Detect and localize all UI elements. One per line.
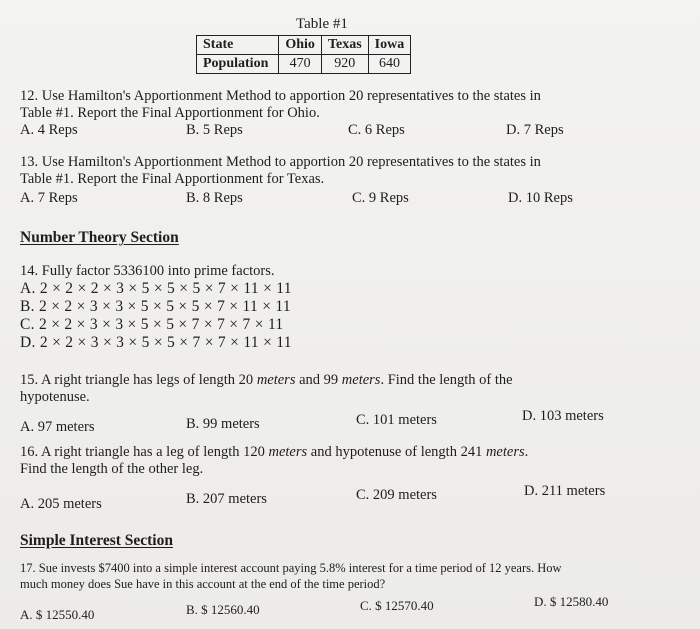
q15-option-b[interactable]: B. 99 meters [186, 416, 260, 432]
table-title: Table #1 [296, 16, 348, 32]
q13-line1: 13. Use Hamilton's Apportionment Method to apportion 20 representatives to the states in [20, 154, 541, 170]
table-population-row [197, 55, 411, 74]
question-16 [20, 444, 528, 478]
q17-option-b[interactable]: B. $ 12560.40 [186, 602, 260, 617]
q16-option-a[interactable]: A. 205 meters [20, 496, 102, 512]
table-row-label: Population [197, 55, 279, 74]
table-header-ohio: Ohio [279, 36, 322, 55]
q13-option-a[interactable]: A. 7 Reps [20, 190, 78, 206]
q12-option-c[interactable]: C. 6 Reps [348, 122, 405, 138]
q16-unit1: meters [268, 444, 308, 460]
question-14 [20, 263, 275, 280]
q17-option-d[interactable]: D. $ 12580.40 [534, 594, 609, 609]
q14-option-a[interactable]: A. 2 × 2 × 2 × 3 × 5 × 5 × 5 × 7 × 11 × 11 [20, 280, 292, 297]
q15-unit2: meters [341, 372, 381, 388]
population-texas: 920 [321, 55, 368, 74]
q13-option-d[interactable]: D. 10 Reps [508, 190, 573, 206]
q13-line2: Table #1. Report the Final Apportionment for Texas. [20, 171, 325, 187]
q12-option-b[interactable]: B. 5 Reps [186, 122, 243, 138]
q15-text-post: . Find the length of the [380, 372, 513, 388]
q12-line2: Table #1. Report the Final Apportionment for Ohio. [20, 105, 320, 121]
q12-line1: 12. Use Hamilton's Apportionment Method to apportion 20 representatives to the states in [20, 88, 541, 104]
q16-unit2: meters [485, 444, 525, 460]
q15-option-c[interactable]: C. 101 meters [356, 412, 437, 428]
section-simple-interest: Simple Interest Section [20, 532, 173, 549]
q17-line1: 17. Sue invests $7400 into a simple interest account paying 5.8% interest for a time period of 12 years. How [20, 561, 562, 575]
population-ohio: 470 [279, 55, 322, 74]
q15-option-d[interactable]: D. 103 meters [522, 408, 604, 424]
q17-option-c[interactable]: C. $ 12570.40 [360, 598, 434, 613]
q16-line2: Find the length of the other leg. [20, 461, 204, 477]
q15-option-a[interactable]: A. 97 meters [20, 419, 95, 435]
q16-option-d[interactable]: D. 211 meters [524, 483, 606, 499]
table-header-row [197, 36, 411, 55]
q15-unit1: meters [256, 372, 296, 388]
table-header-iowa: Iowa [368, 36, 411, 55]
q15-line1 [20, 372, 513, 389]
q16-text-post: . [524, 444, 529, 460]
q15-text-mid: and 99 [295, 372, 342, 388]
q16-text-pre: 16. A right triangle has a leg of length 120 [20, 444, 269, 460]
q16-option-c[interactable]: C. 209 meters [356, 487, 437, 503]
q16-option-b[interactable]: B. 207 meters [186, 491, 267, 507]
question-13 [20, 154, 541, 188]
section-number-theory: Number Theory Section [20, 229, 179, 246]
q13-option-c[interactable]: C. 9 Reps [352, 190, 409, 206]
q14-line1: 14. Fully factor 5336100 into prime factors. [20, 263, 275, 279]
question-15 [20, 372, 513, 406]
table-header-texas: Texas [321, 36, 368, 55]
q14-option-c[interactable]: C. 2 × 2 × 3 × 3 × 5 × 5 × 7 × 7 × 7 × 11 [20, 316, 284, 333]
q17-line2: much money does Sue have in this account at the end of the time period? [20, 577, 386, 591]
q14-option-b[interactable]: B. 2 × 2 × 3 × 3 × 5 × 5 × 5 × 7 × 11 × 11 [20, 298, 291, 315]
q17-option-a[interactable]: A. $ 12550.40 [20, 607, 95, 622]
table-header-state: State [197, 36, 279, 55]
q15-text-pre: 15. A right triangle has legs of length 20 [20, 372, 257, 388]
q16-text-mid: and hypotenuse of length 241 [307, 444, 486, 460]
q14-option-d[interactable]: D. 2 × 2 × 3 × 3 × 5 × 5 × 7 × 7 × 11 × 11 [20, 334, 292, 351]
q15-line2: hypotenuse. [20, 389, 90, 405]
q12-option-a[interactable]: A. 4 Reps [20, 122, 78, 138]
q16-line1 [20, 444, 528, 461]
question-17 [20, 560, 562, 592]
population-table [196, 35, 411, 74]
question-12 [20, 88, 541, 122]
q13-option-b[interactable]: B. 8 Reps [186, 190, 243, 206]
population-iowa: 640 [368, 55, 411, 74]
q12-option-d[interactable]: D. 7 Reps [506, 122, 564, 138]
